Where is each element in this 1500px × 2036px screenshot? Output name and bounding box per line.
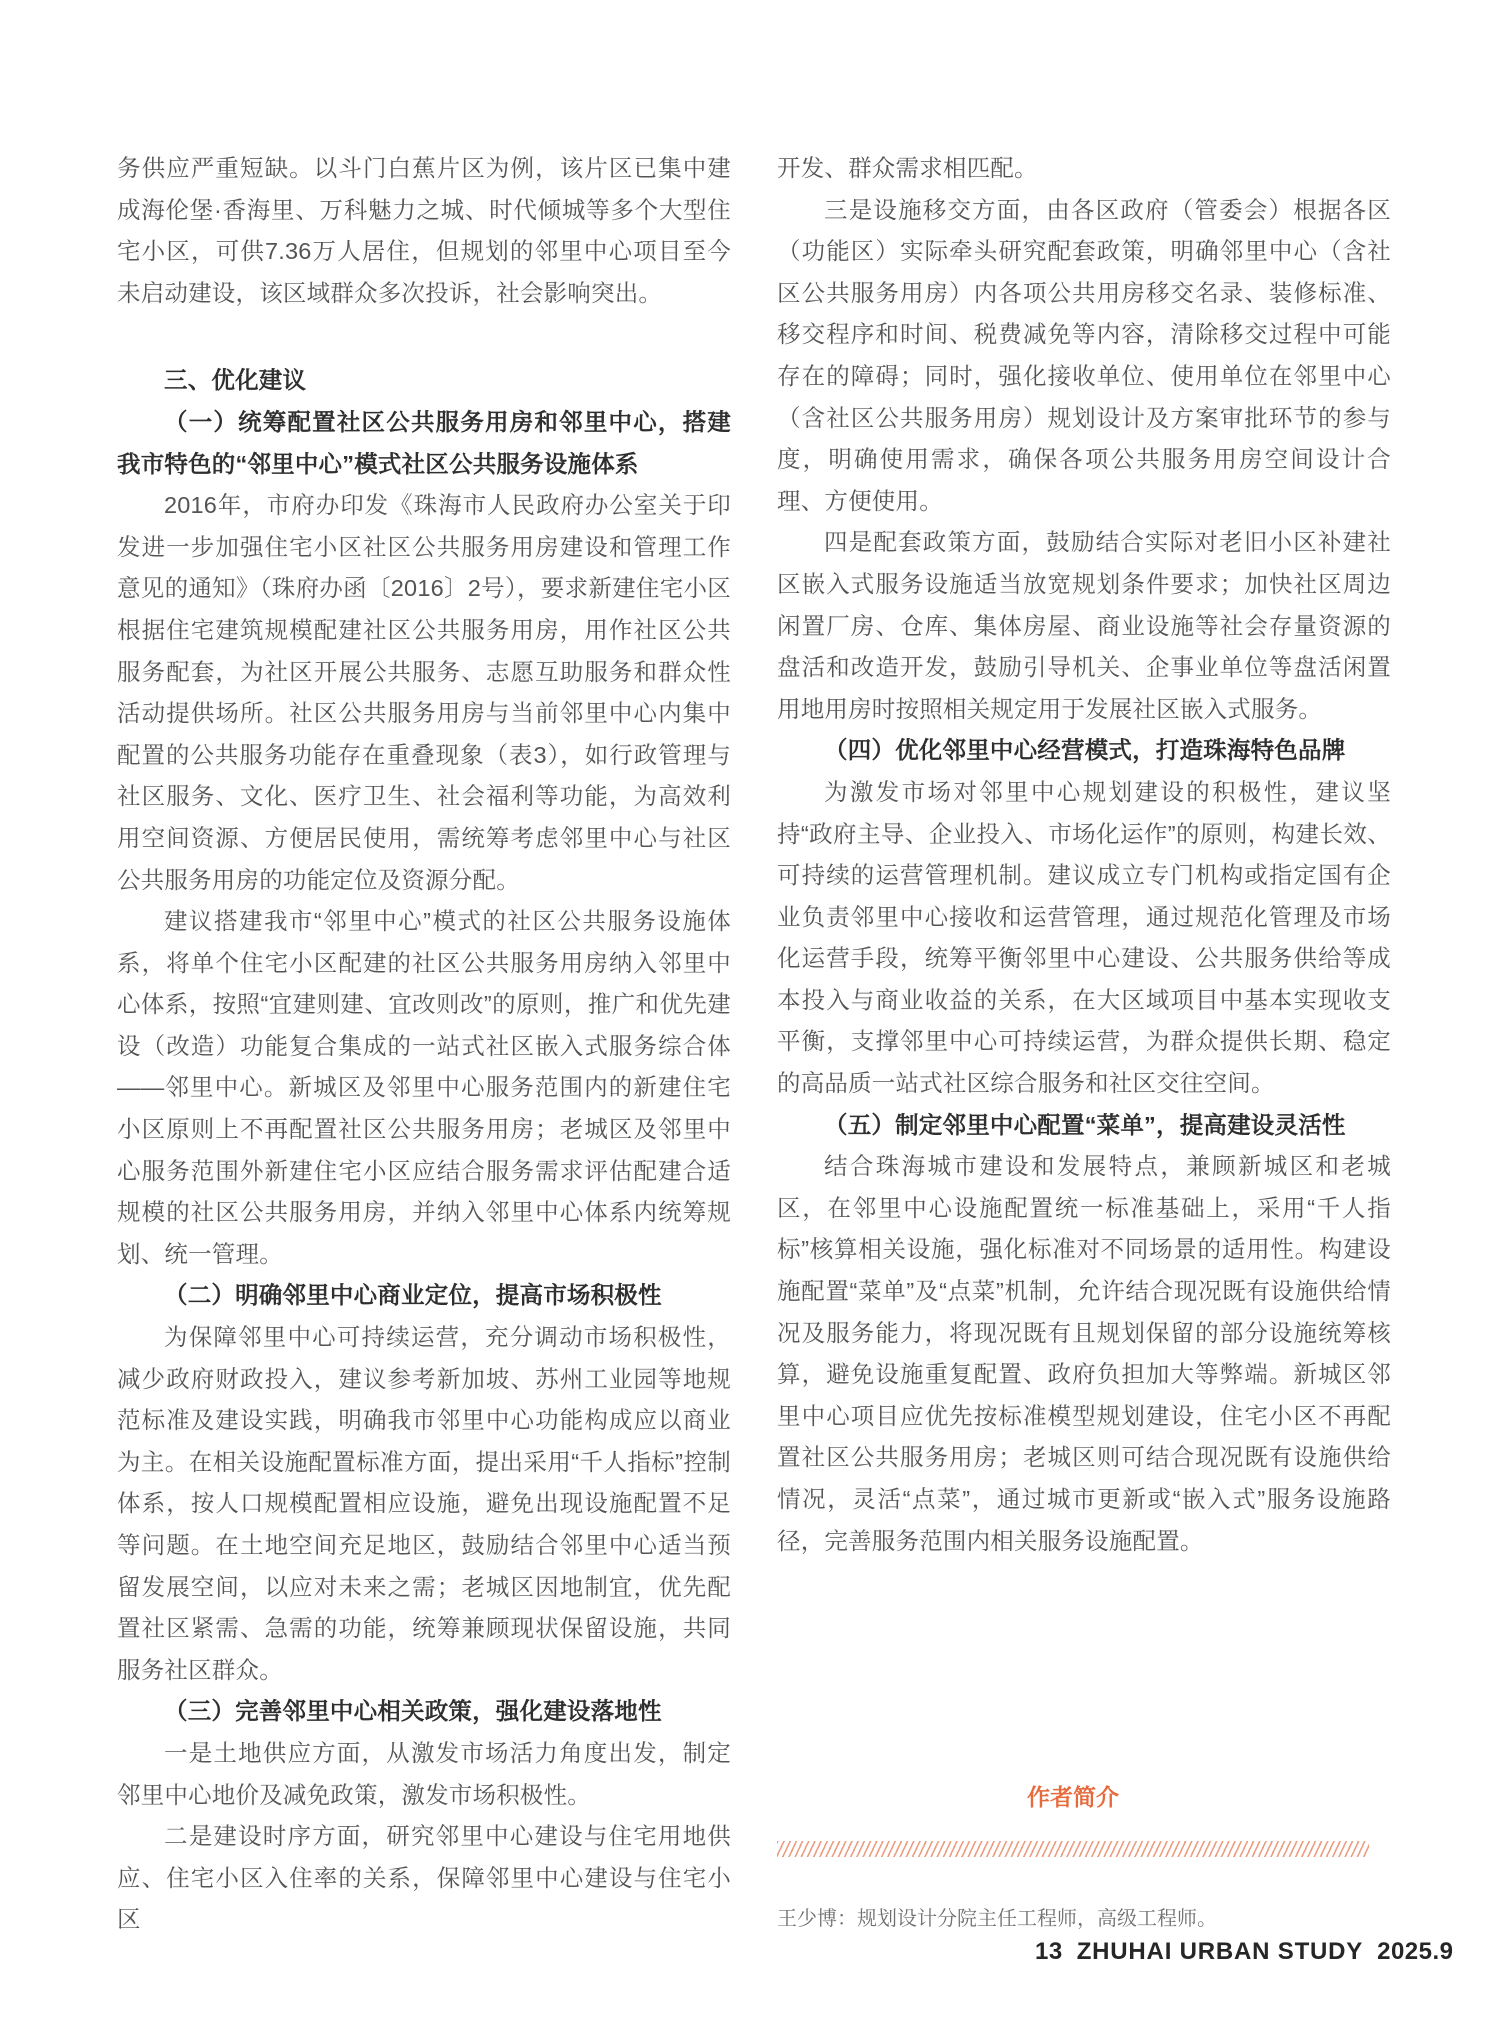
author-section-title: 作者简介 <box>1027 1784 1119 1810</box>
paragraph: 为保障邻里中心可持续运营，充分调动市场积极性，减少政府财政投入，建议参考新加坡、苏州工业园等地规范标准及建设实践，明确我市邻里中心功能构成应以商业为主。在相关设施配置标准方面，提出采用“千人指标”控制体系，按人口规模配置相应设施，避免出现设施配置不足等问题。在土地空间充足地区，鼓励结合邻里中心适当预留发展空间，以应对未来之需；老城区因地制宜，优先配置社区紧需、急需的功能，统筹兼顾现状保留设施，共同服务社区群众。 <box>117 1324 731 1683</box>
journal-name: ZHUHAI URBAN STUDY <box>1076 1938 1364 1965</box>
continuation-paragraph: 务供应严重短缺。以斗门白蕉片区为例，该片区已集中建成海伦堡·香海里、万科魅力之城、时代倾城等多个大型住宅小区，可供7.36万人居住，但规划的邻里中心项目至今未启动建设，该区域群众多次投诉，社会影响突出。 <box>117 155 731 306</box>
page-number: 13 <box>1035 1938 1063 1965</box>
continuation-paragraph: 开发、群众需求相匹配。 <box>777 155 1038 181</box>
paragraph: 二是建设时序方面，研究邻里中心建设与住宅用地供应、住宅小区入住率的关系，保障邻里中心建设与住宅小区 <box>117 1823 731 1933</box>
sub-heading: （五）制定邻里中心配置“菜单”，提高建设灵活性 <box>824 1111 1346 1138</box>
sub-heading: （三）完善邻里中心相关政策，强化建设落地性 <box>164 1698 662 1725</box>
paragraph: 为激发市场对邻里中心规划建设的积极性，建议坚持“政府主导、企业投入、市场化运作”的原则，构建长效、可持续的运营管理机制。建议成立专门机构或指定国有企业负责邻里中心接收和运营管理，通过规范化管理及市场化运营手段，统筹平衡邻里中心建设、公共服务供给等成本投入与商业收益的关系，在大区域项目中基本实现收支平衡，支撑邻里中心可持续运营，为群众提供长期、稳定的高品质一站式社区综合服务和社区交往空间。 <box>777 778 1391 1097</box>
paragraph: 一是土地供应方面，从激发市场活力角度出发，制定邻里中心地价及减免政策，激发市场积极性。 <box>117 1739 731 1808</box>
paragraph: 建议搭建我市“邻里中心”模式的社区公共服务设施体系，将单个住宅小区配建的社区公共服务用房纳入邻里中心体系，按照“宜建则建、宜改则改”的原则，推广和优先建设（改造）功能复合集成的一站式社区嵌入式服务综合体——邻里中心。新城区及邻里中心服务范围内的新建住宅小区原则上不再配置社区公共服务用房；老城区及邻里中心服务范围外新建住宅小区应结合服务需求评估配建合适规模的社区公共服务用房，并纳入邻里中心体系内统筹规划、统一管理。 <box>117 908 731 1267</box>
sub-heading: （一）统筹配置社区公共服务用房和邻里中心，搭建我市特色的“邻里中心”模式社区公共服务设施体系 <box>117 408 731 477</box>
sub-heading: （四）优化邻里中心经营模式，打造珠海特色品牌 <box>824 737 1346 764</box>
page-footer <box>1035 1938 1454 1966</box>
right-column <box>777 148 1391 1562</box>
paragraph: 四是配套政策方面，鼓励结合实际对老旧小区补建社区嵌入式服务设施适当放宽规划条件要求；加快社区周边闲置厂房、仓库、集体房屋、商业设施等社会存量资源的盘活和改造开发，鼓励引导机关、企事业单位等盘活闲置用地用房时按照相关规定用于发展社区嵌入式服务。 <box>777 529 1391 722</box>
paragraph: 结合珠海城市建设和发展特点，兼顾新城区和老城区，在邻里中心设施配置统一标准基础上，采用“千人指标”核算相关设施，强化标准对不同场景的适用性。构建设施配置“菜单”及“点菜”机制，允许结合现况既有设施供给情况及服务能力，将现况既有且规划保留的部分设施统筹核算，避免设施重复配置、政府负担加大等弊端。新城区邻里中心项目应优先按标准模型规划建设，住宅小区不再配置社区公共服务用房；老城区则可结合现况既有设施供给情况，灵活“点菜”，通过城市更新或“嵌入式”服务设施路径，完善服务范围内相关服务设施配置。 <box>777 1153 1391 1554</box>
sub-heading: （二）明确邻里中心商业定位，提高市场积极性 <box>164 1282 662 1309</box>
paragraph: 三是设施移交方面，由各区政府（管委会）根据各区（功能区）实际牵头研究配套政策，明确邻里中心（含社区公共服务用房）内各项公共用房移交名录、装修标准、移交程序和时间、税费减免等内容，清除移交过程中可能存在的障碍；同时，强化接收单位、使用单位在邻里中心（含社区公共服务用房）规划设计及方案审批环节的参与度，明确使用需求，确保各项公共服务用房空间设计合理、方便使用。 <box>777 196 1391 514</box>
left-column <box>117 148 731 1941</box>
author-section <box>777 1782 1369 1933</box>
author-bio: 王少博：规划设计分院主任工程师，高级工程师。 <box>777 1908 1217 1930</box>
section-heading: 三、优化建议 <box>164 367 307 394</box>
issue-date: 2025.9 <box>1377 1938 1454 1965</box>
paragraph: 2016年，市府办印发《珠海市人民政府办公室关于印发进一步加强住宅小区社区公共服务用房建设和管理工作意见的通知》（珠府办函〔2016〕2号），要求新建住宅小区根据住宅建筑规模配建社区公共服务用房，用作社区公共服务配套，为社区开展公共服务、志愿互助服务和群众性活动提供场所。社区公共服务用房与当前邻里中心内集中配置的公共服务功能存在重叠现象（表3），如行政管理与社区服务、文化、医疗卫生、社会福利等功能，为高效利用空间资源、方便居民使用，需统筹考虑邻里中心与社区公共服务用房的功能定位及资源分配。 <box>117 492 731 893</box>
decorative-hatch-line <box>777 1841 1369 1857</box>
